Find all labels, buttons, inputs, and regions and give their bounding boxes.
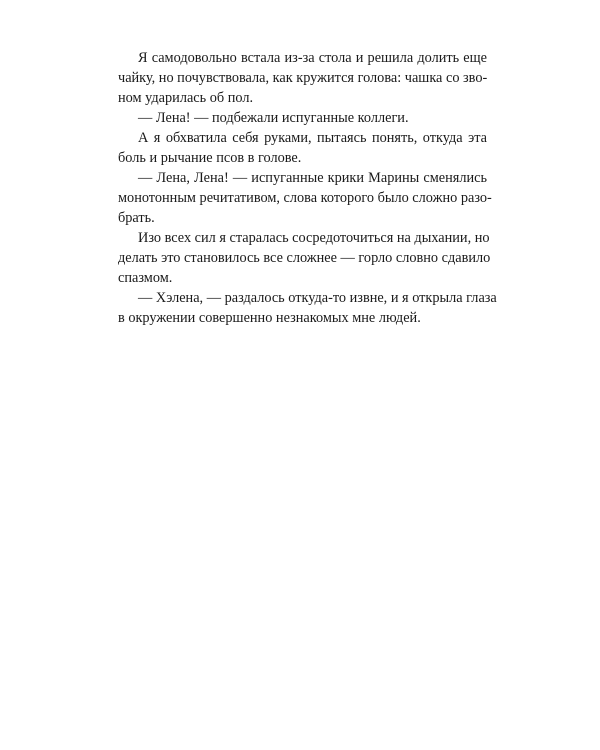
text-line: — Лена, Лена! — испуганные крики Марины сменялись <box>138 170 487 186</box>
paragraph-1 <box>118 48 487 108</box>
text-line: боль и рычание псов в голове. <box>118 150 302 166</box>
text-line: в окружении совершенно незнакомых мне людей. <box>118 310 421 326</box>
text-line: — Хэлена, — раздалось откуда-то извне, и я открыла глаза <box>138 290 497 306</box>
text-line: Изо всех сил я старалась сосредоточиться на дыхании, но <box>138 230 490 246</box>
text-line: брать. <box>118 210 155 226</box>
text-line: — Лена! — подбежали испуганные коллеги. <box>138 110 409 126</box>
paragraph-5 <box>118 228 491 288</box>
text-line: делать это становилось все сложнее — горло словно сдавило <box>118 250 491 266</box>
paragraph-3 <box>118 128 487 168</box>
text-line: спазмом. <box>118 270 173 286</box>
paragraph-4 <box>118 168 492 228</box>
text-line: А я обхватила себя руками, пытаясь понять, откуда эта <box>138 130 487 146</box>
text-line: Я самодовольно встала из-за стола и решила долить еще <box>138 50 487 66</box>
text-line: монотонным речитативом, слова которого было сложно разо- <box>118 190 492 206</box>
text-line: ном ударилась об пол. <box>118 90 254 106</box>
body-text <box>118 48 497 328</box>
text-line: чайку, но почувствовала, как кружится голова: чашка со зво- <box>118 70 488 86</box>
paragraph-2 <box>118 108 487 128</box>
paragraph-6 <box>118 288 497 328</box>
